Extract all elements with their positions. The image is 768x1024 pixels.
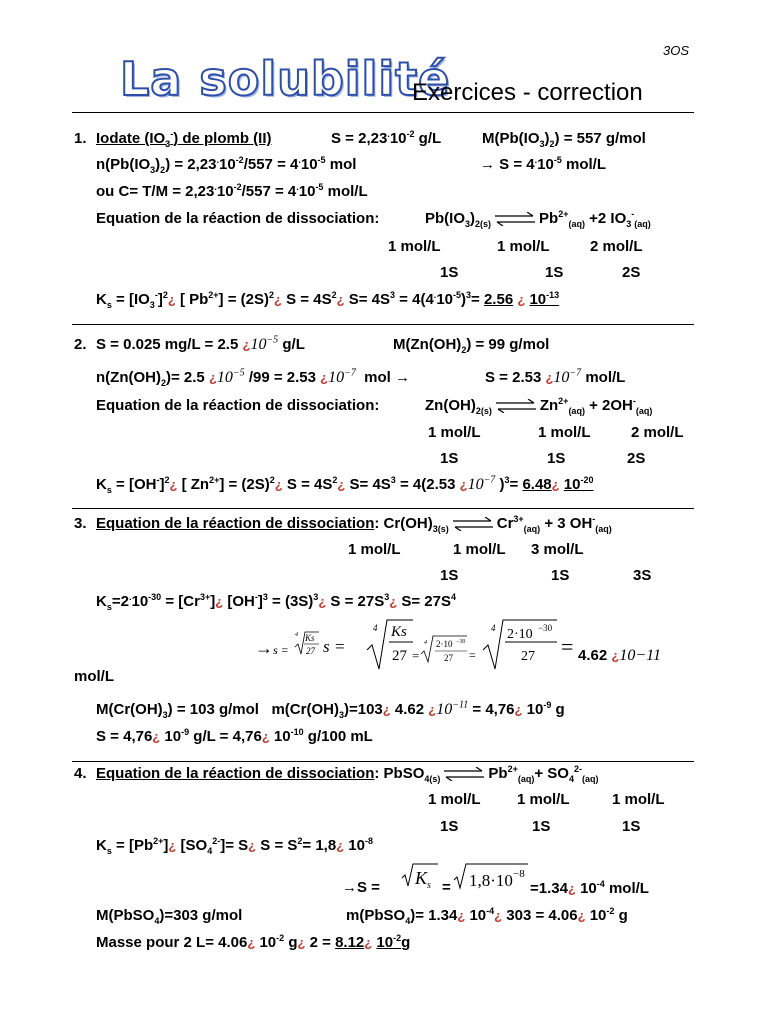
s-cell: 3S bbox=[633, 567, 652, 584]
molar-mass-line: M(PbSO$_4$)=303 g/mol bbox=[96, 907, 243, 926]
s-cell: 1S bbox=[440, 264, 459, 281]
s-cell: 1S bbox=[532, 818, 551, 835]
svg-text:27: 27 bbox=[444, 653, 453, 663]
s-cell: 1S bbox=[440, 567, 459, 584]
svg-text:2·10: 2·10 bbox=[507, 627, 533, 642]
svg-text:−8: −8 bbox=[513, 868, 525, 880]
svg-text:27: 27 bbox=[306, 646, 315, 656]
amount-line: $n(Pb(IO_3)_2) = 2,23^.10^{-2}/557 = 4^.10^{-5}$ mol bbox=[96, 155, 357, 175]
svg-text:4: 4 bbox=[373, 623, 378, 633]
divider bbox=[72, 112, 694, 113]
exercise-number: 1. bbox=[74, 130, 87, 147]
title-wordart: La solubilité bbox=[120, 52, 451, 106]
s-cell: 1S bbox=[440, 818, 459, 835]
svg-text:s: s bbox=[427, 880, 431, 891]
mol-cell: 2 mol/L bbox=[631, 424, 684, 441]
svg-text:s =: s = bbox=[273, 643, 289, 657]
mol-cell: 1 mol/L bbox=[538, 424, 591, 441]
s-cell: 1S bbox=[545, 264, 564, 281]
s-cell: 1S bbox=[551, 567, 570, 584]
mol-cell: 1 mol/L bbox=[517, 791, 570, 808]
equation: $Pb(IO_3)_{2(s)}$ $Pb^{2+}_{(aq)} +2$ $IO_3^-_{(aq)}$ bbox=[425, 209, 651, 229]
given-solubility: $S = 2,23^.10^{-2}$ g/L bbox=[331, 129, 442, 147]
s-cell: 1S bbox=[547, 450, 566, 467]
ks-line: $K_s$ = $[OH^-]^2¿$ [ $Zn^{2+}$] = $(2S)^2¿$ $S = 4S^2¿$ $S= 4S^3 = 4(2.53$ ¿$10^{-7}$ )$^3$= 6.48¿ $10^{-20}$ bbox=[96, 474, 594, 495]
equilibrium-arrow-icon bbox=[494, 399, 538, 413]
svg-text:−30: −30 bbox=[538, 623, 553, 633]
exercise-number: 2. bbox=[74, 336, 87, 353]
svg-text:=: = bbox=[469, 648, 476, 662]
divider bbox=[72, 324, 694, 325]
svg-text:4: 4 bbox=[295, 632, 298, 638]
svg-text:4: 4 bbox=[491, 623, 496, 633]
svg-text:→S =: →S = bbox=[342, 879, 380, 896]
divider bbox=[72, 508, 694, 509]
ks-line: $K_s$ = $[Pb^{2+}]¿$ $[SO_4^{2-}]=$ S¿ $S = S^2=$ 1,8¿ $10^{-8}$ bbox=[96, 836, 374, 856]
svg-text:=: = bbox=[335, 637, 345, 656]
svg-text:s: s bbox=[323, 637, 330, 656]
mol-cell: 3 mol/L bbox=[531, 541, 584, 558]
exercise-heading: Iodate $(IO_3^-)$ de plomb (II) bbox=[96, 129, 272, 149]
svg-text:4: 4 bbox=[424, 640, 427, 646]
svg-text:=: = bbox=[561, 634, 574, 659]
mol-cell: 1 mol/L bbox=[388, 238, 441, 255]
amount-line: $n(Zn(OH)_2)= 2.5$ ¿$10^{-5}$ /99 = 2.53 ¿$10^{-7}$ mol → bbox=[96, 367, 411, 388]
svg-text:2·10: 2·10 bbox=[436, 639, 453, 649]
class-code: 3OS bbox=[663, 43, 690, 58]
ks-line: $K_s$ = $[IO_3^-]^2¿$ [ $Pb^{2+}$] = $(2S)^2¿$ $S = 4S^2¿$ $S= 4S^3 = 4(4^.10^{-5})^3= 2.56$ ¿ $10^{-13}$ bbox=[96, 290, 560, 310]
mol-cell: 2 mol/L bbox=[590, 238, 643, 255]
equation-line: Equation de la réaction de dissociation: $Cr(OH)_{3(s)}$ $Cr^{3+}_{(aq)} + 3$ $OH^-_{(aq)}$ bbox=[96, 514, 612, 534]
unit-label: mol/L bbox=[74, 668, 114, 685]
concentration-line: ou $C= T/M = 2,23^.10^{-2}/557 = 4^.10^{-5}$ mol/L bbox=[96, 182, 368, 200]
mol-cell: 1 mol/L bbox=[348, 541, 401, 558]
svg-text:K: K bbox=[415, 868, 428, 888]
s-cell: 2S bbox=[627, 450, 646, 467]
equilibrium-arrow-icon bbox=[451, 517, 495, 531]
equilibrium-arrow-icon bbox=[442, 767, 486, 781]
s-cell: 1S bbox=[622, 818, 641, 835]
given-solubility: S = 0.025 mg/L = 2.5 ¿$10^{-5}$ g/L bbox=[96, 334, 305, 353]
equation-label: Equation de la réaction de dissociation: bbox=[96, 397, 380, 414]
svg-text:27: 27 bbox=[521, 649, 535, 664]
solubility-result: =1.34¿ $10^{-4}$ mol/L bbox=[530, 879, 649, 897]
exercise-number: 4. bbox=[74, 765, 87, 782]
subtitle: Exercices - correction bbox=[412, 79, 643, 106]
exercise-number: 3. bbox=[74, 515, 87, 532]
mol-cell: 1 mol/L bbox=[497, 238, 550, 255]
svg-text:27: 27 bbox=[392, 648, 407, 664]
svg-text:=: = bbox=[412, 648, 420, 663]
solubility-result: S = 2.53 ¿$10^{-7}$ mol/L bbox=[485, 367, 626, 386]
equation-label: Equation de la réaction de dissociation: bbox=[96, 210, 380, 227]
svg-text:=: = bbox=[442, 879, 451, 896]
given-molar-mass: $M(Pb(IO_3)_2) = 557$ g/mol bbox=[482, 130, 646, 149]
svg-text:Ks: Ks bbox=[391, 624, 407, 640]
mol-cell: 1 mol/L bbox=[428, 424, 481, 441]
mass-line: m(PbSO$_4$)= 1.34¿ $10^{-4}¿$ 303 = 4.06¿ $10^{-2}$ g bbox=[346, 906, 628, 926]
mol-cell: 1 mol/L bbox=[428, 791, 481, 808]
sqrt-formula bbox=[342, 862, 532, 902]
equation-line: Equation de la réaction de dissociation: PbSO$_{4(s)}$ $Pb^{2+}_{(aq)}+ SO_4^{2-}_{(aq)}$ bbox=[96, 764, 599, 784]
solubility-result: → $S = 4^.10^{-5}$ mol/L bbox=[480, 155, 606, 173]
svg-text:Ks: Ks bbox=[305, 633, 315, 643]
svg-text:1,8·10: 1,8·10 bbox=[469, 871, 513, 890]
equation: $Zn(OH)_{2(s)}$ $Zn^{2+}_{(aq)} + 2OH^-_{(aq)}$ bbox=[425, 396, 653, 416]
masse-line: Masse pour 2 L= 4.06¿ $10^{-2}$ g¿ 2 = 8.12¿ $10^{-2}g$ bbox=[96, 933, 411, 951]
svg-text:→: → bbox=[255, 638, 273, 658]
given-molar-mass: $M(Zn(OH)_2) = 99$ g/mol bbox=[393, 336, 550, 355]
equilibrium-arrow-icon bbox=[493, 212, 537, 226]
mass-line: $M(Cr(OH)_3) = 103$ g/mol $m(Cr(OH)_3)=103¿$ 4.62 ¿$10^{-11}$ = 4,76¿ $10^{-9}$ g bbox=[96, 699, 565, 720]
divider bbox=[72, 761, 694, 762]
svg-text:−30: −30 bbox=[456, 639, 466, 645]
s-cell: 2S bbox=[622, 264, 641, 281]
s-cell: 1S bbox=[440, 450, 459, 467]
ks-line: $K_s=2^.10^{-30}$ = $[Cr^{3+}]¿$ $[OH^-]^3$ = $(3S)^3¿$ $S = 27S^3¿$ $S= 27S^4$ bbox=[96, 592, 457, 612]
mol-cell: 1 mol/L bbox=[612, 791, 665, 808]
root-result: 4.62 ¿10−11 bbox=[578, 647, 661, 664]
mol-cell: 1 mol/L bbox=[453, 541, 506, 558]
solubility-line: S = 4,76¿ $10^{-9}$ g/L = 4,76¿ $10^{-10}$ g/100 mL bbox=[96, 727, 373, 745]
